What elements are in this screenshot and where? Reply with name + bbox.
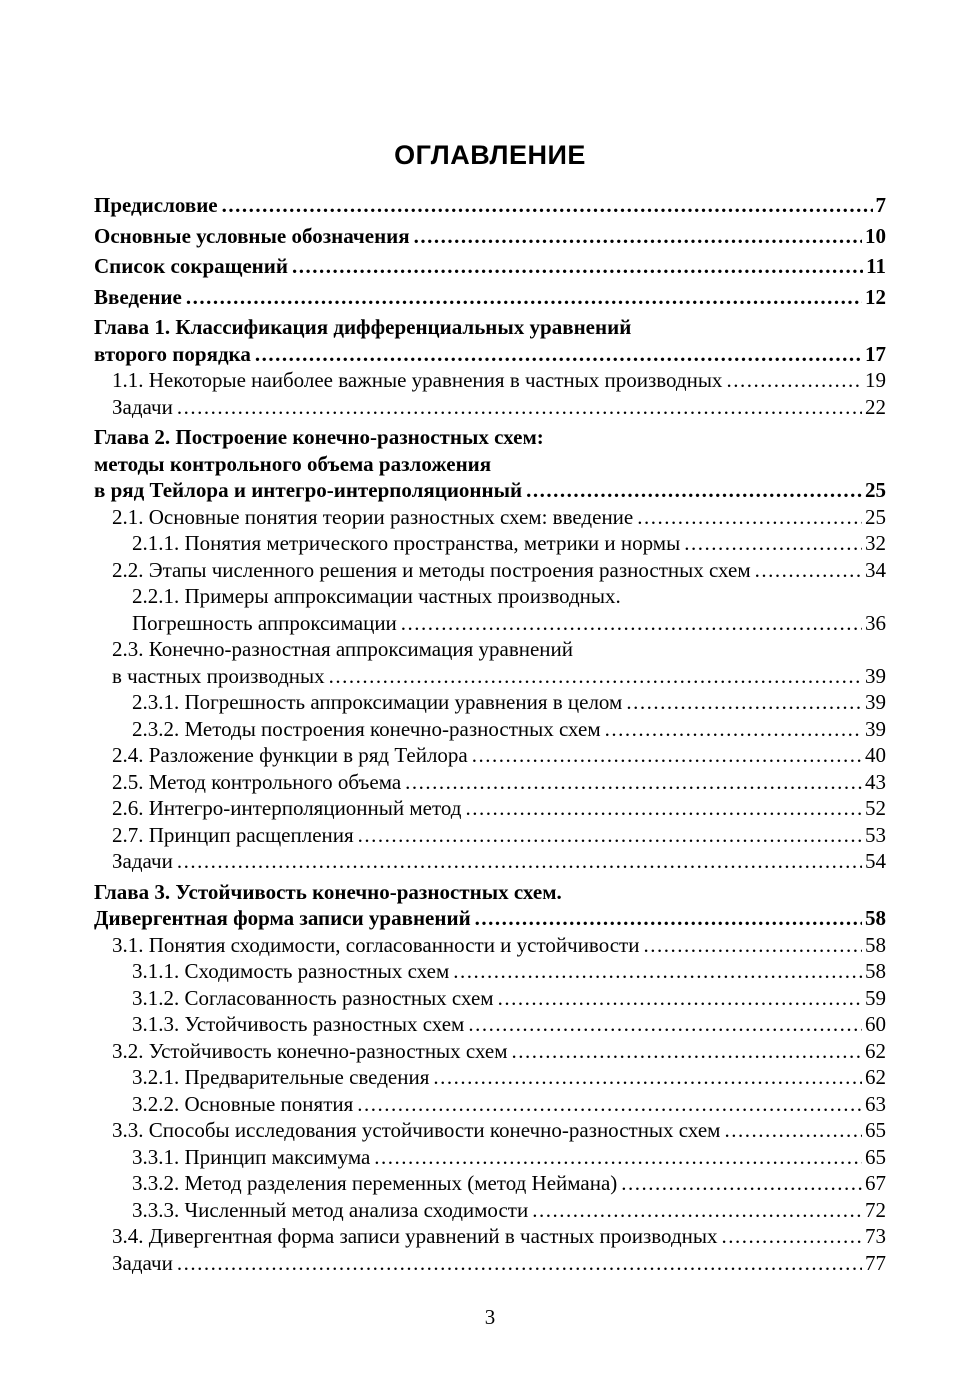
toc-entry-page-number: 7 <box>875 193 886 217</box>
dot-leader <box>621 1170 862 1197</box>
toc-entry-title-line: 2.3. Конечно-разностная аппроксимация уравнений <box>112 637 574 661</box>
toc-entry[interactable] <box>94 424 886 504</box>
toc-entry[interactable] <box>94 394 886 421</box>
dot-leader <box>626 689 862 716</box>
dot-leader <box>177 394 862 421</box>
toc-entry-page-number: 59 <box>865 985 886 1010</box>
toc-entry[interactable] <box>94 583 886 636</box>
dot-leader <box>724 1117 862 1144</box>
toc-entry-page-number: 58 <box>865 959 886 983</box>
toc-entry-leader-line <box>132 1091 886 1118</box>
toc-entry-title: 2.2. Этапы численного решения и методы построения разностных схем <box>112 557 751 582</box>
toc-entry-leader-line <box>132 1197 886 1224</box>
toc-entry-title: Задачи <box>112 394 173 419</box>
toc-entry-page-number: 10 <box>865 223 886 248</box>
toc-entry[interactable] <box>94 557 886 584</box>
dot-leader <box>468 1011 862 1038</box>
toc-entry-leader-line <box>112 742 886 769</box>
toc-entry-leader-line <box>94 192 886 219</box>
dot-leader <box>453 958 862 985</box>
toc-entry-title: Дивергентная форма записи уравнений <box>94 906 471 930</box>
toc-entry-title: Список сокращений <box>94 254 288 278</box>
toc-entry-title: Предисловие <box>94 193 218 217</box>
toc-entry-page-number: 65 <box>865 1144 886 1169</box>
toc-entry-page-number: 17 <box>865 341 886 366</box>
toc-entry-leader-line <box>112 848 886 875</box>
toc-entry-leader-line <box>112 663 886 690</box>
toc-entry-page-number: 40 <box>865 743 886 767</box>
toc-entry[interactable] <box>94 985 886 1012</box>
dot-leader <box>684 530 862 557</box>
toc-entry-leader-line <box>112 932 886 959</box>
toc-entry[interactable] <box>94 958 886 985</box>
toc-entry-title: 1.1. Некоторые наиболее важные уравнения в частных производных <box>112 368 723 392</box>
toc-entry[interactable] <box>94 1038 886 1065</box>
toc-entry-page-number: 19 <box>865 368 886 392</box>
toc-entry-leader-line <box>112 367 886 394</box>
toc-entry-title: Основные условные обозначения <box>94 223 410 248</box>
toc-entry-title: Погрешность аппроксимации <box>132 610 397 635</box>
toc-entry-leader-line <box>112 769 886 796</box>
dot-leader <box>401 610 862 637</box>
toc-entry-page-number: 34 <box>865 557 886 582</box>
toc-entry-page-number: 77 <box>865 1250 886 1275</box>
toc-entry-page-number: 11 <box>866 254 886 278</box>
toc-entry-title: 2.7. Принцип расщепления <box>112 822 354 847</box>
toc-entry-leader-line <box>132 716 886 743</box>
toc-entry[interactable] <box>94 314 886 367</box>
dot-leader <box>472 742 862 769</box>
toc-entry-title-line: Глава 1. Классификация дифференциальных уравнений <box>94 315 632 339</box>
toc-entry-leader-line <box>94 477 886 504</box>
toc-entry[interactable] <box>94 1117 886 1144</box>
dot-leader <box>374 1144 862 1171</box>
toc-entry-page-number: 39 <box>865 716 886 741</box>
toc-entry[interactable] <box>94 1250 886 1277</box>
toc-entry-page-number: 36 <box>865 610 886 635</box>
toc-entry[interactable] <box>94 822 886 849</box>
toc-entry-title: 3.1.2. Согласованность разностных схем <box>132 985 494 1010</box>
toc-entry-page-number: 67 <box>865 1171 886 1195</box>
toc-entry[interactable] <box>94 932 886 959</box>
toc-entry-leader-line <box>132 985 886 1012</box>
toc-entry-page-number: 62 <box>865 1065 886 1089</box>
toc-entry-leader-line <box>94 341 886 368</box>
toc-entry-title: 3.2.2. Основные понятия <box>132 1091 354 1116</box>
toc-entry-title: 3.3.2. Метод разделения переменных (метод Неймана) <box>132 1171 618 1195</box>
toc-entry-leader-line <box>112 394 886 421</box>
dot-leader <box>177 848 862 875</box>
toc-entry[interactable] <box>94 1144 886 1171</box>
toc-entry-leader-line <box>132 530 886 557</box>
toc-entry-page-number: 73 <box>865 1224 886 1248</box>
toc-entry-leader-line <box>132 1170 886 1197</box>
toc-entry-page-number: 25 <box>865 504 886 529</box>
dot-leader <box>532 1197 862 1224</box>
toc-entry-leader-line <box>112 504 886 531</box>
toc-entry-page-number: 43 <box>865 769 886 794</box>
toc-entry-title: в частных производных <box>112 663 325 688</box>
toc-entry[interactable] <box>94 1011 886 1038</box>
toc-entry-leader-line <box>112 557 886 584</box>
toc-entry-leader-line <box>112 1250 886 1277</box>
toc-entry[interactable] <box>94 879 886 932</box>
toc-entry-page-number: 12 <box>865 284 886 309</box>
toc-entry-page-number: 39 <box>865 663 886 688</box>
dot-leader <box>726 367 862 394</box>
dot-leader <box>255 341 862 368</box>
dot-leader <box>222 192 873 219</box>
toc-entry[interactable] <box>94 742 886 769</box>
toc-entry-title-line: методы контрольного объема разложения <box>94 451 492 476</box>
toc-entry-leader-line <box>94 223 886 250</box>
toc-entry-title: Задачи <box>112 849 173 873</box>
toc-entry-title: 3.2.1. Предварительные сведения <box>132 1065 430 1089</box>
toc-entry-title-line: Глава 2. Построение конечно-разностных схем: <box>94 425 544 449</box>
toc-entry-leader-line <box>132 958 886 985</box>
toc-entry-title: в ряд Тейлора и интегро-интерполяционный <box>94 478 523 502</box>
toc-entry-title: 3.3.3. Численный метод анализа сходимости <box>132 1197 529 1222</box>
toc-entry-page-number: 58 <box>865 906 886 930</box>
toc-entry-title: 2.4. Разложение функции в ряд Тейлора <box>112 743 468 767</box>
dot-leader <box>721 1223 862 1250</box>
page-number: 3 <box>484 1305 496 1329</box>
toc-entry-leader-line <box>132 1064 886 1091</box>
toc-entry[interactable] <box>94 1170 886 1197</box>
toc-entry[interactable] <box>94 1197 886 1224</box>
toc-entry[interactable] <box>94 504 886 531</box>
toc-entry[interactable] <box>94 284 886 311</box>
toc-entry-title-line: 2.2.1. Примеры аппроксимации частных производных. <box>132 584 621 608</box>
toc-entry-leader-line <box>112 795 886 822</box>
dot-leader <box>329 663 862 690</box>
toc-entry-page-number: 32 <box>865 531 886 555</box>
toc-entry-page-number: 52 <box>865 796 886 820</box>
toc-entry-page-number: 63 <box>865 1091 886 1116</box>
toc-entry[interactable] <box>94 253 886 280</box>
toc-entry[interactable] <box>94 769 886 796</box>
dot-leader <box>292 253 863 280</box>
toc-entry-leader-line <box>132 1011 886 1038</box>
dot-leader <box>465 795 862 822</box>
toc-entry-title: 2.6. Интегро-интерполяционный метод <box>112 796 462 820</box>
toc-entry-title: 2.5. Метод контрольного объема <box>112 769 402 794</box>
toc-entry-title: Введение <box>94 284 182 309</box>
toc-entry[interactable] <box>94 689 886 716</box>
toc-entry-title: Задачи <box>112 1250 173 1275</box>
toc-entry-page-number: 62 <box>865 1038 886 1063</box>
toc-entry-leader-line <box>132 689 886 716</box>
dot-leader <box>177 1250 862 1277</box>
table-of-contents <box>94 192 886 1276</box>
dot-leader <box>526 477 862 504</box>
toc-entry-page-number: 65 <box>865 1118 886 1142</box>
toc-entry-title: 2.3.1. Погрешность аппроксимации уравнения в целом <box>132 690 623 714</box>
toc-entry[interactable] <box>94 848 886 875</box>
toc-entry[interactable] <box>94 716 886 743</box>
toc-entry-title: 3.3.1. Принцип максимума <box>132 1144 371 1169</box>
toc-entry-title: 3.3. Способы исследования устойчивости конечно-разностных схем <box>112 1118 721 1142</box>
toc-entry-page-number: 58 <box>865 932 886 957</box>
toc-entry[interactable] <box>94 1091 886 1118</box>
toc-entry-title: 2.3.2. Методы построения конечно-разностных схем <box>132 716 601 741</box>
toc-entry[interactable] <box>94 1064 886 1091</box>
dot-leader <box>643 932 862 959</box>
toc-entry-page-number: 39 <box>865 690 886 714</box>
dot-leader <box>405 769 862 796</box>
dot-leader <box>186 284 862 311</box>
toc-entry-leader-line <box>112 1117 886 1144</box>
toc-entry-leader-line <box>132 1144 886 1171</box>
toc-entry[interactable] <box>94 223 886 250</box>
dot-leader <box>755 557 862 584</box>
toc-entry-title: 3.2. Устойчивость конечно-разностных схем <box>112 1038 508 1063</box>
toc-entry-leader-line <box>112 822 886 849</box>
page-title: ОГЛАВЛЕНИЕ <box>394 140 586 170</box>
toc-entry-title: 3.1.1. Сходимость разностных схем <box>132 959 450 983</box>
toc-entry-page-number: 53 <box>865 822 886 847</box>
toc-entry-page-number: 25 <box>865 478 886 502</box>
dot-leader <box>358 822 862 849</box>
dot-leader <box>498 985 862 1012</box>
toc-entry[interactable] <box>94 795 886 822</box>
toc-entry-leader-line <box>94 253 886 280</box>
toc-entry[interactable] <box>94 1223 886 1250</box>
dot-leader <box>414 223 862 250</box>
toc-entry[interactable] <box>94 192 886 219</box>
toc-entry[interactable] <box>94 636 886 689</box>
toc-entry-leader-line <box>132 610 886 637</box>
toc-entry-page-number: 22 <box>865 394 886 419</box>
dot-leader <box>475 905 862 932</box>
dot-leader <box>433 1064 862 1091</box>
toc-entry-leader-line <box>94 905 886 932</box>
toc-entry-page-number: 72 <box>865 1197 886 1222</box>
dot-leader <box>512 1038 862 1065</box>
toc-entry-title: 3.1.3. Устойчивость разностных схем <box>132 1012 465 1036</box>
toc-entry-title: 2.1. Основные понятия теории разностных схем: введение <box>112 504 634 529</box>
dot-leader <box>357 1091 862 1118</box>
toc-entry-leader-line <box>112 1223 886 1250</box>
dot-leader <box>605 716 862 743</box>
toc-entry-page-number: 60 <box>865 1012 886 1036</box>
toc-entry-page-number: 54 <box>865 849 886 873</box>
toc-entry-leader-line <box>94 284 886 311</box>
toc-entry-title: второго порядка <box>94 341 251 366</box>
toc-entry-leader-line <box>112 1038 886 1065</box>
toc-entry-title: 2.1.1. Понятия метрического пространства, метрики и нормы <box>132 531 681 555</box>
toc-entry-title: 3.1. Понятия сходимости, согласованности и устойчивости <box>112 932 640 957</box>
toc-entry-title-line: Глава 3. Устойчивость конечно-разностных схем. <box>94 879 562 904</box>
dot-leader <box>637 504 862 531</box>
toc-entry-title: 3.4. Дивергентная форма записи уравнений в частных производных <box>112 1224 718 1248</box>
toc-entry[interactable] <box>94 367 886 394</box>
toc-entry[interactable] <box>94 530 886 557</box>
